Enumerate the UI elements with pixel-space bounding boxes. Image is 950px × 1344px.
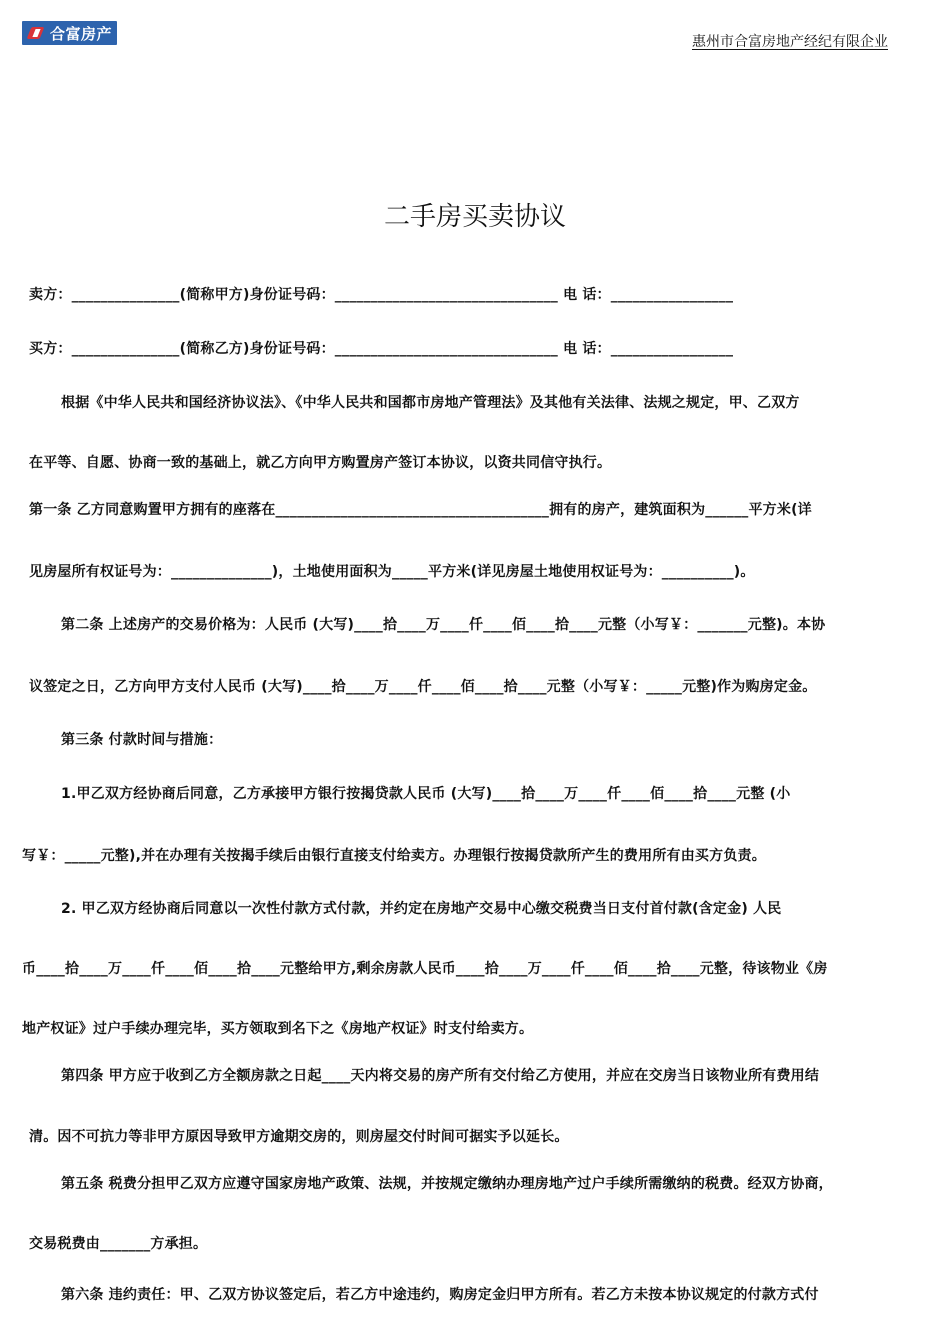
article-3-item-2-line-1: 2. 甲乙双方经协商后同意以一次性付款方式付款，并约定在房地产交易中心缴交税费当日支付首付款(含定金) 人民 [61, 901, 782, 917]
article-5-line-2: 交易税费由_______方承担。 [29, 1236, 208, 1252]
article-3-heading: 第三条 付款时间与措施： [61, 732, 223, 748]
article-6-line-1: 第六条 违约责任：甲、乙双方协议签定后，若乙方中途违约，购房定金归甲方所有。若乙方未按本协议规定的付款方式付 [61, 1287, 819, 1303]
article-5-line-1: 第五条 税费分担甲乙双方应遵守国家房地产政策、法规，并按规定缴纳办理房地产过户手续所需缴纳的税费。经双方协商， [61, 1176, 833, 1192]
buyer-line: 买方：_______________(简称乙方)身份证号码：_______________________________ 电 话：_________________ [29, 341, 734, 357]
company-name: 惠州市合富房地产经纪有限企业 [692, 34, 888, 50]
article-1-line-1: 第一条 乙方同意购置甲方拥有的座落在______________________________________拥有的房产，建筑面积为______平方米(详 [29, 502, 812, 518]
article-4-line-2: 清。因不可抗力等非甲方原因导致甲方逾期交房的，则房屋交付时间可据实予以延长。 [29, 1129, 569, 1145]
article-2-line-1: 第二条 上述房产的交易价格为：人民币 (大写)____拾____万____仟____佰____拾____元整（小写￥：_______元整)。本协 [61, 617, 826, 633]
article-1-line-2: 见房屋所有权证号为：______________)，土地使用面积为_____平方米(详见房屋土地使用权证号为：__________)。 [29, 564, 755, 580]
article-3-item-2-line-3: 地产权证》过户手续办理完毕，买方领取到名下之《房地产权证》时支付给卖方。 [22, 1021, 534, 1037]
article-3-item-1-line-1: 1.甲乙双方经协商后同意，乙方承接甲方银行按揭贷款人民币 (大写)____拾____万____仟____佰____拾____元整 (小 [61, 786, 791, 802]
preamble-line-1: 根据《中华人民共和国经济协议法》、《中华人民共和国都市房地产管理法》及其他有关法律、法规之规定，甲、乙双方 [61, 395, 800, 411]
preamble-line-2: 在平等、自愿、协商一致的基础上，就乙方向甲方购置房产签订本协议，以资共同信守执行。 [29, 455, 612, 471]
document-title: 二手房买卖协议 [383, 202, 566, 232]
seller-line: 卖方：_______________(简称甲方)身份证号码：_______________________________ 电 话：_________________ [29, 287, 734, 303]
article-2-line-2: 议签定之日，乙方向甲方支付人民币 (大写)____拾____万____仟____佰____拾____元整（小写￥：_____元整)作为购房定金。 [29, 679, 817, 695]
article-3-item-1-line-2: 写￥：_____元整),并在办理有关按揭手续后由银行直接支付给卖方。办理银行按揭贷款所产生的费用所有由买方负责。 [22, 848, 766, 864]
article-4-line-1: 第四条 甲方应于收到乙方全额房款之日起____天内将交易的房产所有交付给乙方使用，并应在交房当日该物业所有费用结 [61, 1068, 820, 1084]
logo-mark-icon [27, 26, 45, 40]
logo-text: 合富房产 [50, 24, 113, 43]
article-3-item-2-line-2: 币____拾____万____仟____佰____拾____元整给甲方,剩余房款人民币____拾____万____仟____佰____拾____元整，待该物业《房 [22, 961, 828, 977]
company-logo [22, 21, 117, 45]
